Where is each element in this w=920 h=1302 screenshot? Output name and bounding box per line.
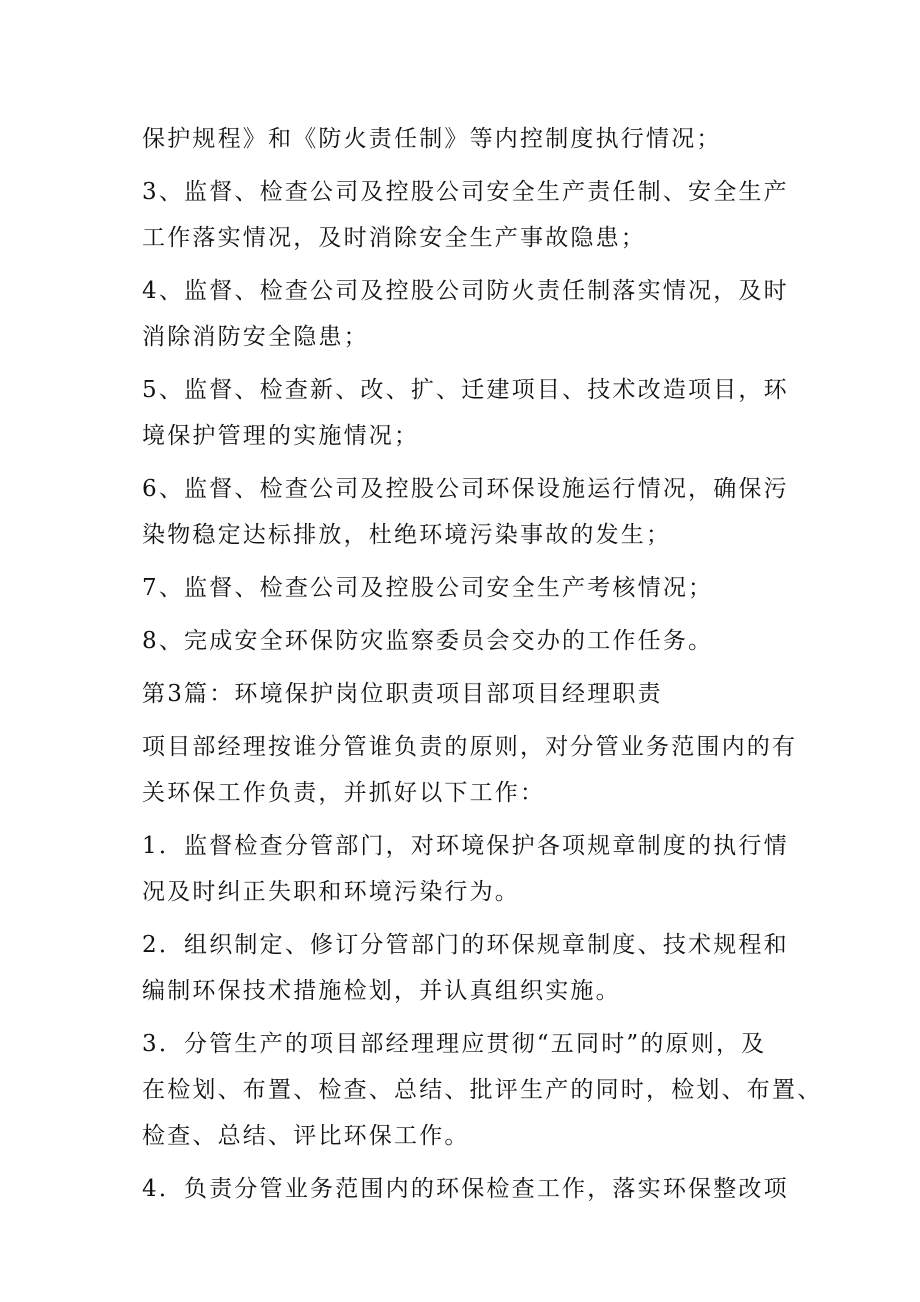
text-line-22: 4．负责分管业务范围内的环保检查工作，落实环保整改项	[142, 1176, 789, 1202]
text-line-14: 关环保工作负责，并抓好以下工作：	[142, 780, 546, 806]
text-line-5: 消除消防安全隐患；	[142, 324, 369, 350]
text-line-15: 1．监督检查分管部门，对环境保护各项规章制度的执行情	[142, 833, 789, 859]
text-line-10: 7、监督、检查公司及控股公司安全生产考核情况；	[142, 575, 714, 601]
text-line-3: 工作落实情况，及时消除安全生产事故隐患；	[142, 225, 646, 251]
text-line-11: 8、完成安全环保防灾监察委员会交办的工作任务。	[142, 628, 714, 654]
section-heading: 第3篇：环境保护岗位职责项目部项目经理职责	[142, 681, 663, 707]
text-line-9: 染物稳定达标排放，杜绝环境污染事故的发生；	[142, 522, 672, 548]
text-line-2: 3、监督、检查公司及控股公司安全生产责任制、安全生产	[142, 179, 789, 205]
text-line-19: 3．分管生产的项目部经理理应贯彻“五同时”的原则，及	[142, 1031, 767, 1057]
text-line-18: 编制环保技术措施检划，并认真组织实施。	[142, 978, 621, 1004]
text-line-7: 境保护管理的实施情况；	[142, 423, 420, 449]
text-line-16: 况及时纠正失职和环境污染行为。	[142, 879, 520, 905]
text-line-1: 保护规程》和《防火责任制》等内控制度执行情况；	[142, 126, 722, 152]
text-line-4: 4、监督、检查公司及控股公司防火责任制落实情况，及时	[142, 278, 789, 304]
text-line-8: 6、监督、检查公司及控股公司环保设施运行情况，确保污	[142, 476, 789, 502]
text-line-20: 在检划、布置、检查、总结、批评生产的同时，检划、布置、	[142, 1077, 823, 1103]
text-line-6: 5、监督、检查新、改、扩、迁建项目、技术改造项目，环	[142, 377, 789, 403]
document-body	[142, 116, 823, 1212]
text-line-21: 检查、总结、评比环保工作。	[142, 1123, 470, 1149]
text-line-13: 项目部经理按谁分管谁负责的原则，对分管业务范围内的有	[142, 734, 798, 760]
text-line-17: 2．组织制定、修订分管部门的环保规章制度、技术规程和	[142, 932, 789, 958]
